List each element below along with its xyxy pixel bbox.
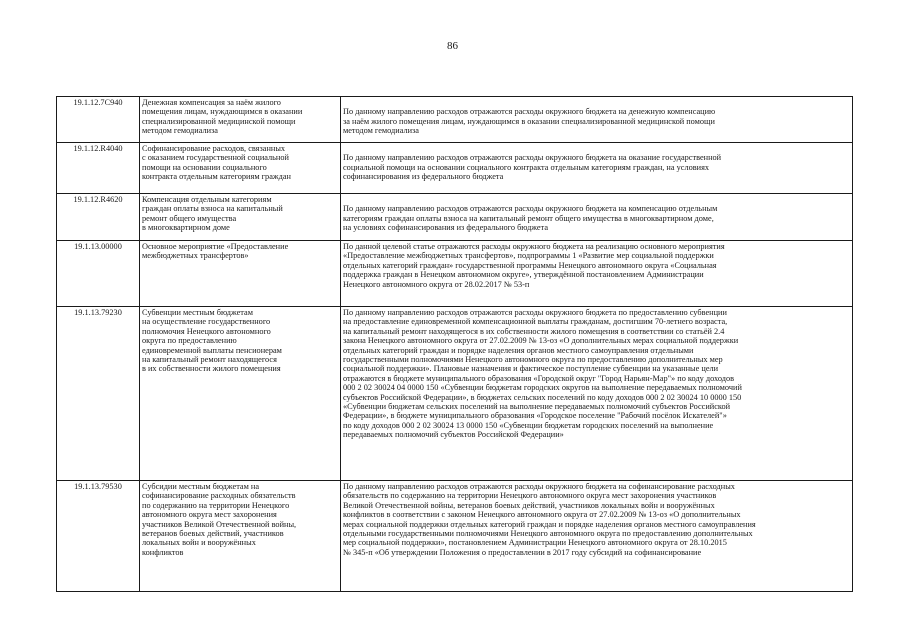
- expense-name-cell: Субвенции местным бюджетам на осуществление государственного полномочия Ненецкого автономного округа по предоставлению единовременной выплаты пенсионерам на капитальный ремонт находящегося в их собственности жилого помещения: [140, 307, 341, 481]
- description-cell: По данному направлению расходов отражаются расходы окружного бюджета на софинансирование расходных обязательств по содержанию на территории Ненецкого автономного округа мест захоронения участников Великой Отечественной войны, ветеранов боевых действий, участников локальных войн и вооружённых конфликтов в соответствии с законом Ненецкого автономного округа от 27.02.2009 № 13-оз «О дополнительных мерах социальной поддержки отдельных категорий граждан и порядке наделения органов местного самоуправления отдельными государственными полномочиями Ненецкого автономного округа по предоставлению дополнительных мер социальной поддержки», постановлением Администрации Ненецкого автономного округа от 28.10.2015 № 345-п «Об утверждении Положения о предоставлении в 2017 году субсидий на софинансирование: [341, 481, 853, 592]
- expense-name-cell: Софинансирование расходов, связанных с оказанием государственной социальной помощи на основании социального контракта отдельным категориям граждан: [140, 143, 341, 194]
- table-row: [57, 143, 853, 194]
- expense-name-cell: Компенсация отдельным категориям граждан оплаты взноса на капитальный ремонт общего имущества в многоквартирном доме: [140, 194, 341, 241]
- target-code-cell: 19.1.13.00000: [57, 241, 140, 307]
- target-code-cell: 19.1.12.7С940: [57, 97, 140, 143]
- target-code-cell: 19.1.12.R4040: [57, 143, 140, 194]
- target-code-cell: 19.1.13.79530: [57, 481, 140, 592]
- expense-name-cell: Субсидии местным бюджетам на софинансирование расходных обязательств по содержанию на территории Ненецкого автономного округа мест захоронения участников Великой Отечественной войны, ветеранов боевых действий, участников локальных войн и вооружённых конфликтов: [140, 481, 341, 592]
- description-cell: По данному направлению расходов отражаются расходы окружного бюджета по предоставлению субвенции на предоставление единовременной компенсационной выплаты гражданам, достигшим 70-летнего возраста, на капитальный ремонт находящегося в их собственности жилого помещения в соответствии со статьёй 2.4 закона Ненецкого автономного округа от 27.02.2009 № 13-оз «О дополнительных мерах социальной поддержки отдельных категорий граждан и порядке наделения органов местного самоуправления отдельными государственными полномочиями Ненецкого автономного округа по предоставлению дополнительных мер социальной поддержки». Плановые назначения и фактическое поступление субвенции на указанные цели отражаются в бюджете муниципального образования «Городской округ "Город Нарьян-Мар"» по коду доходов 000 2 02 30024 04 0000 150 «Субвенции бюджетам городских округов на выполнение передаваемых полномочий субъектов Российской Федерации», в бюджетах сельских поселений по коду доходов 000 2 02 30024 10 0000 150 «Субвенции бюджетам сельских поселений на выполнение передаваемых полномочий субъектов Российской Федерации», в бюджете муниципального образования «Городское поселение "Рабочий посёлок Искателей"» по коду доходов 000 2 02 30024 13 0000 150 «Субвенции бюджетам городских поселений на выполнение передаваемых полномочий субъектов Российской Федерации»: [341, 307, 853, 481]
- expense-name-cell: Основное мероприятие «Предоставление межбюджетных трансфертов»: [140, 241, 341, 307]
- budget-classification-table: [56, 96, 853, 592]
- description-cell: По данному направлению расходов отражаются расходы окружного бюджета на оказание государственной социальной помощи на основании социального контракта отдельным категориям граждан, на условиях софинансирования из федерального бюджета: [341, 143, 853, 194]
- table-row: [57, 241, 853, 307]
- description-cell: По данному направлению расходов отражаются расходы окружного бюджета на компенсацию отдельным категориям граждан оплаты взноса на капитальный ремонт общего имущества в многоквартирном доме, на условиях софинансирования из федерального бюджета: [341, 194, 853, 241]
- description-cell: По данной целевой статье отражаются расходы окружного бюджета на реализацию основного мероприятия «Предоставление межбюджетных трансфертов», подпрограммы 1 «Развитие мер социальной поддержки отдельных категорий граждан» государственной программы Ненецкого автономного округа «Социальная поддержка граждан в Ненецком автономном округе», утверждённой постановлением Администрации Ненецкого автономного округа от 28.02.2017 № 53-п: [341, 241, 853, 307]
- table-row: [57, 97, 853, 143]
- table-row: [57, 194, 853, 241]
- expense-name-cell: Денежная компенсация за наём жилого помещения лицам, нуждающимся в оказании специализированной медицинской помощи методом гемодиализа: [140, 97, 341, 143]
- table-row: [57, 481, 853, 592]
- page-number: 86: [447, 40, 458, 52]
- target-code-cell: 19.1.12.R4620: [57, 194, 140, 241]
- target-code-cell: 19.1.13.79230: [57, 307, 140, 481]
- description-cell: По данному направлению расходов отражаются расходы окружного бюджета на денежную компенсацию за наём жилого помещения лицам, нуждающимся в оказании специализированной медицинской помощи методом гемодиализа: [341, 97, 853, 143]
- table-row: [57, 307, 853, 481]
